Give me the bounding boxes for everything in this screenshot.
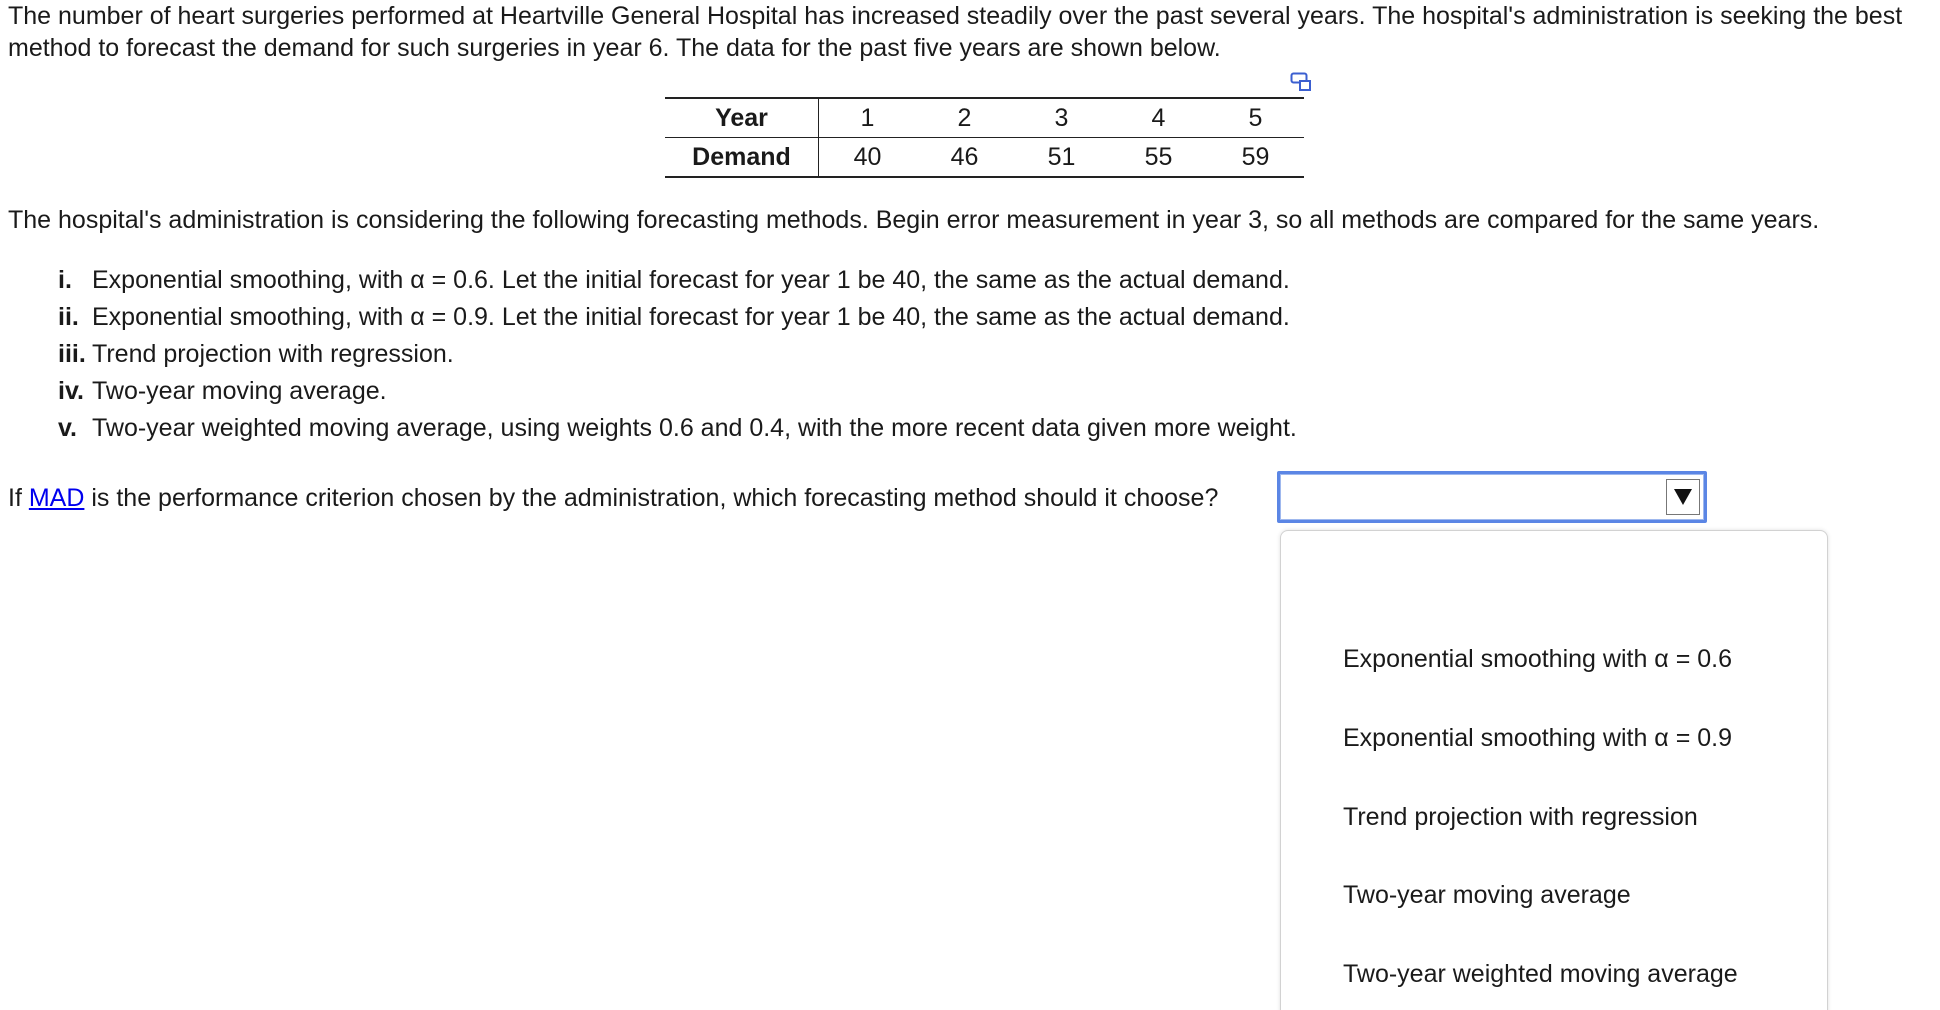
item-number: iv. — [58, 377, 84, 405]
year-cell: 1 — [819, 98, 917, 138]
year-cell: 3 — [1013, 98, 1110, 138]
list-item — [58, 299, 1297, 336]
method-list — [58, 262, 1297, 447]
year-cell: 5 — [1207, 98, 1304, 138]
demand-table — [665, 97, 1304, 178]
item-number: ii. — [58, 303, 79, 331]
list-item — [58, 262, 1297, 299]
item-number: iii. — [58, 340, 86, 368]
list-item — [58, 336, 1297, 373]
option-two-year-moving-average[interactable]: Two-year moving average — [1343, 881, 1631, 909]
demand-cell: 40 — [819, 138, 917, 178]
item-number: i. — [58, 266, 72, 294]
item-text: Exponential smoothing, with α = 0.6. Let the initial forecast for year 1 be 40, the same as the actual demand. — [92, 266, 1290, 294]
dropdown-arrow-button[interactable] — [1666, 479, 1700, 515]
mad-link[interactable]: MAD — [28, 484, 85, 512]
methods-intro: The hospital's administration is considering the following forecasting methods. Begin error measurement in year 3, so all methods are compared for the same years. — [8, 206, 1820, 234]
dropdown-menu — [1280, 530, 1828, 1010]
option-two-year-weighted-moving-average[interactable]: Two-year weighted moving average — [1343, 960, 1738, 988]
item-text: Trend projection with regression. — [92, 340, 454, 368]
item-text: Exponential smoothing, with α = 0.9. Let the initial forecast for year 1 be 40, the same as the actual demand. — [92, 303, 1290, 331]
row-header-demand: Demand — [665, 138, 819, 178]
option-exp-smoothing-0-9[interactable]: Exponential smoothing with α = 0.9 — [1343, 724, 1732, 752]
option-exp-smoothing-0-6[interactable]: Exponential smoothing with α = 0.6 — [1343, 645, 1732, 673]
demand-cell: 59 — [1207, 138, 1304, 178]
year-cell: 2 — [916, 98, 1013, 138]
demand-cell: 51 — [1013, 138, 1110, 178]
table-row-year — [665, 98, 1304, 138]
demand-cell: 46 — [916, 138, 1013, 178]
row-header-year: Year — [665, 98, 819, 138]
list-item — [58, 373, 1297, 410]
triangle-down-icon — [1673, 488, 1693, 506]
item-number: v. — [58, 414, 77, 442]
method-select[interactable] — [1277, 471, 1707, 523]
copy-table-icon[interactable] — [1290, 72, 1312, 92]
item-text: Two-year weighted moving average, using weights 0.6 and 0.4, with the more recent data given more weight. — [92, 414, 1297, 442]
demand-cell: 55 — [1110, 138, 1207, 178]
item-text: Two-year moving average. — [92, 377, 387, 405]
year-cell: 4 — [1110, 98, 1207, 138]
question-prefix: If — [8, 484, 29, 512]
question-text — [8, 481, 1218, 515]
option-trend-projection[interactable]: Trend projection with regression — [1343, 803, 1698, 831]
table-row-demand — [665, 138, 1304, 178]
question-suffix: is the performance criterion chosen by the administration, which forecasting method should it choose? — [84, 484, 1219, 512]
list-item — [58, 410, 1297, 447]
problem-intro: The number of heart surgeries performed at Heartville General Hospital has increased steadily over the past several years. The hospital's administration is seeking the best method to forecast the demand for such surgeries in year 6. The data for the past five years are shown below. — [8, 2, 1903, 62]
